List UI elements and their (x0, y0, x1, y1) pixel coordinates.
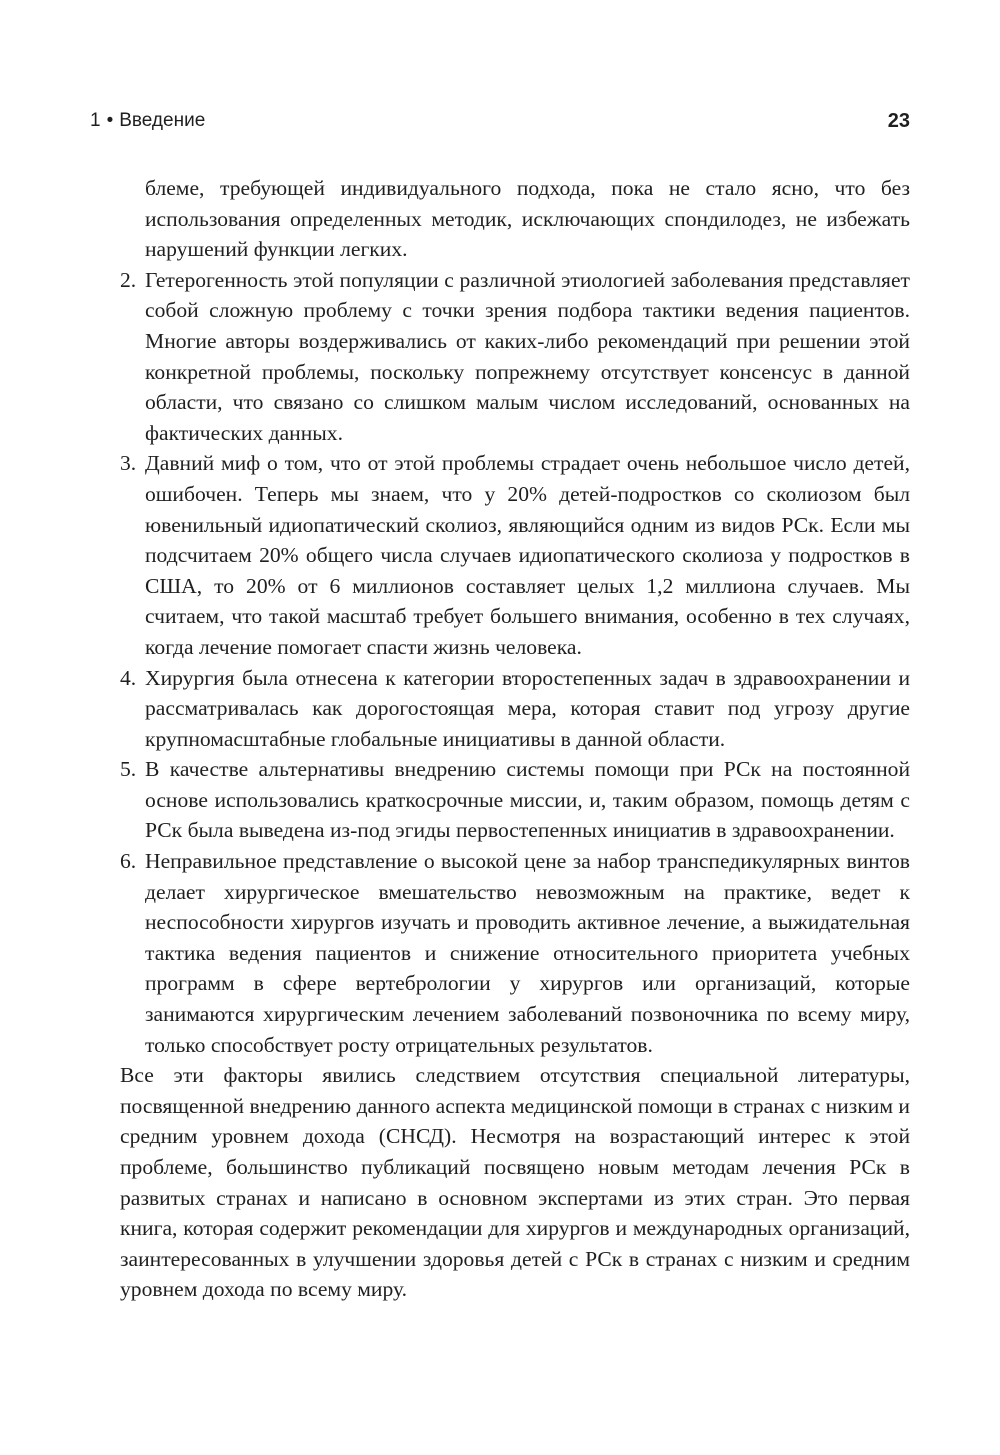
list-item (120, 846, 910, 1060)
header-separator: • (106, 110, 114, 131)
list-item-number: 4. (120, 665, 137, 690)
running-header (90, 110, 910, 140)
page-number: 23 (887, 110, 910, 132)
list-item (120, 663, 910, 755)
continued-list-item-text: блеме, требующей индивидуального подхода, пока не стало ясно, что без использования определенных методик, исключающих спондилодез, не избежать нарушений функции легких. (145, 176, 910, 262)
numbered-list (120, 265, 910, 1060)
list-item-number: 6. (120, 849, 137, 874)
list-item (120, 754, 910, 846)
list-item-number: 3. (120, 451, 137, 476)
list-item-text: Неправильное представление о высокой цене за набор транспедикулярных винтов делает хирургическое вмешательство невозможным на практике, ведет к неспособности хирургов изучать и проводить активное лечение, а выжидательная тактика ведения пациентов и снижение относительного приоритета учебных программ в сфере вертебрологии у хирургов или организаций, которые занимаются хирургическим лечением заболеваний позвоночника по всему миру, только способствует росту отрицательных результатов. (145, 849, 910, 1057)
list-item-text: Гетерогенность этой популяции с различной этиологией заболевания представляет собой сложную проблему с точки зрения подбора тактики ведения пациентов. Многие авторы воздерживались от каких-либо рекомендаций при решении этой конкретной проблемы, поскольку попрежнему отсутствует консенсус в данной области, что связано со слишком малым числом исследований, основанных на фактических данных. (145, 267, 910, 445)
list-item-number: 2. (120, 267, 137, 292)
chapter-label (90, 110, 205, 132)
list-item-text: Давний миф о том, что от этой проблемы страдает очень небольшое число детей, ошибочен. Теперь мы знаем, что у 20% детей-подростков со сколиозом был ювенильный идиопатический сколиоз, являющийся одним из видов РСк. Если мы подсчитаем 20% общего числа случаев идиопатического сколиоза у подростков в США, то 20% от 6 миллионов составляет целых 1,2 миллиона случаев. Мы считаем, что такой масштаб требует большего внимания, особенно в тех случаях, когда лечение помогает спасти жизнь человека. (145, 451, 910, 659)
chapter-title: Введение (119, 110, 206, 131)
closing-paragraph: Все эти факторы явились следствием отсутствия специальной литературы, посвященной внедрению данного аспекта медицинской помощи в странах с низким и средним уровнем дохода (СНСД). Несмотря на возрастающий интерес к этой проблеме, большинство публикаций посвящено новым методам лечения РСк в развитых странах и написано в основном экспертами из этих стран. Это первая книга, которая содержит рекомендации для хирургов и международных организаций, заинтересованных в улучшении здоровья детей с РСк в странах с низким и средним уровнем дохода по всему миру. (120, 1063, 910, 1302)
page-body (120, 173, 910, 1305)
list-item-number: 5. (120, 757, 137, 782)
list-item-text: В качестве альтернативы внедрению системы помощи при РСк на постоянной основе использовались краткосрочные миссии, и, таким образом, помощь детям с РСк была выведена из-под эгиды первостепенных инициатив в здравоохранении. (145, 757, 910, 843)
chapter-number: 1 (90, 110, 101, 131)
list-item (120, 265, 910, 449)
list-item-text: Хирургия была отнесена к категории второстепенных задач в здравоохранении и рассматривалась как дорогостоящая мера, которая ставит под угрозу другие крупномасштабные глобальные инициативы в данной области. (145, 665, 910, 751)
list-item (120, 448, 910, 662)
